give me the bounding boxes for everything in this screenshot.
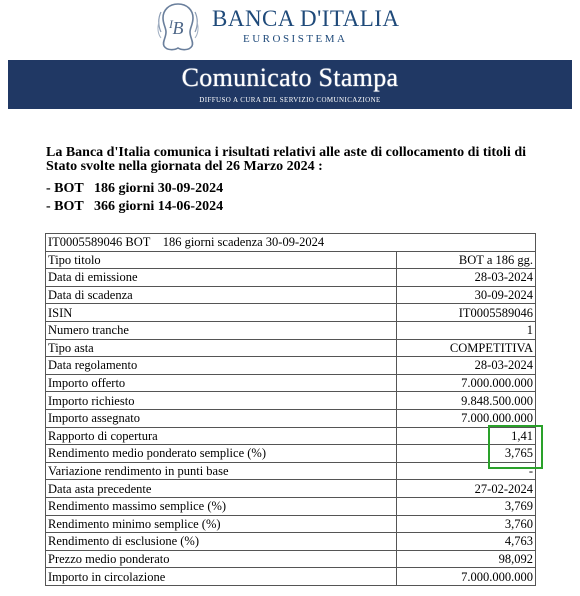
table-row	[46, 321, 536, 339]
row-value: 3,765	[397, 445, 536, 463]
row-value: 30-09-2024	[397, 286, 536, 304]
table-row	[46, 480, 536, 498]
table-row	[46, 251, 536, 269]
row-label: Importo assegnato	[46, 409, 397, 427]
row-value: 3,760	[397, 515, 536, 533]
banner-subtitle: DIFFUSO A CURA DEL SERVIZIO COMUNICAZIONE	[199, 96, 381, 104]
row-value: 9.848.500.000	[397, 392, 536, 410]
bank-name: BANCA D'ITALIA	[212, 6, 400, 31]
row-label: ISIN	[46, 304, 397, 322]
press-release-banner	[8, 60, 572, 109]
highlight-box	[488, 425, 543, 469]
table-row	[46, 409, 536, 427]
table-row	[46, 462, 536, 480]
table-row	[46, 286, 536, 304]
table-title: IT0005589046 BOT 186 giorni scadenza 30-09-2024	[46, 234, 536, 252]
svg-text:I: I	[169, 17, 173, 31]
row-value: 1	[397, 321, 536, 339]
row-label: Rapporto di copertura	[46, 427, 397, 445]
row-label: Data asta precedente	[46, 480, 397, 498]
table-row	[46, 550, 536, 568]
row-value: IT0005589046	[397, 304, 536, 322]
row-value: 27-02-2024	[397, 480, 536, 498]
table-row	[46, 533, 536, 551]
table-row	[46, 357, 536, 375]
banner-title: Comunicato Stampa	[181, 63, 399, 92]
row-value: 4,763	[397, 533, 536, 551]
table-row	[46, 269, 536, 287]
row-value: 28-03-2024	[397, 357, 536, 375]
row-value: -	[397, 462, 536, 480]
table-row	[46, 445, 536, 463]
row-value: 98,092	[397, 550, 536, 568]
row-label: Rendimento minimo semplice (%)	[46, 515, 397, 533]
table-row	[46, 339, 536, 357]
table-row	[46, 374, 536, 392]
row-value: BOT a 186 gg.	[397, 251, 536, 269]
row-value: 7.000.000.000	[397, 568, 536, 586]
row-label: Tipo asta	[46, 339, 397, 357]
row-value: 1,41	[397, 427, 536, 445]
auction-results-table	[45, 233, 536, 586]
row-label: Data regolamento	[46, 357, 397, 375]
row-value: COMPETITIVA	[397, 339, 536, 357]
row-label: Rendimento massimo semplice (%)	[46, 497, 397, 515]
table-row	[46, 497, 536, 515]
row-label: Numero tranche	[46, 321, 397, 339]
table-row	[46, 427, 536, 445]
row-value: 3,769	[397, 497, 536, 515]
bot-line-2: - BOT 366 giorni 14-06-2024	[46, 199, 224, 214]
row-label: Prezzo medio ponderato	[46, 550, 397, 568]
table-row	[46, 392, 536, 410]
row-label: Importo offerto	[46, 374, 397, 392]
table-row	[46, 515, 536, 533]
row-label: Rendimento di esclusione (%)	[46, 533, 397, 551]
row-value: 7.000.000.000	[397, 374, 536, 392]
table-title-row	[46, 234, 536, 252]
row-label: Importo richiesto	[46, 392, 397, 410]
row-label: Importo in circolazione	[46, 568, 397, 586]
intro-paragraph: La Banca d'Italia comunica i risultati relativi alle aste di collocamento di titoli di Stato svolte nella giornata del 26 Marzo 2024 :	[46, 145, 526, 174]
bot-line-1: - BOT 186 giorni 30-09-2024	[46, 181, 224, 196]
row-value: 7.000.000.000	[397, 409, 536, 427]
eurosistema-label: EUROSISTEMA	[243, 33, 348, 45]
row-label: Variazione rendimento in punti base	[46, 462, 397, 480]
bank-seal-logo	[155, 2, 201, 52]
row-label: Tipo titolo	[46, 251, 397, 269]
table-row	[46, 568, 536, 586]
row-label: Rendimento medio ponderato semplice (%)	[46, 445, 397, 463]
row-value: 28-03-2024	[397, 269, 536, 287]
svg-text:B: B	[172, 18, 184, 38]
table-row	[46, 304, 536, 322]
page-header	[0, 0, 580, 60]
row-label: Data di scadenza	[46, 286, 397, 304]
row-label: Data di emissione	[46, 269, 397, 287]
